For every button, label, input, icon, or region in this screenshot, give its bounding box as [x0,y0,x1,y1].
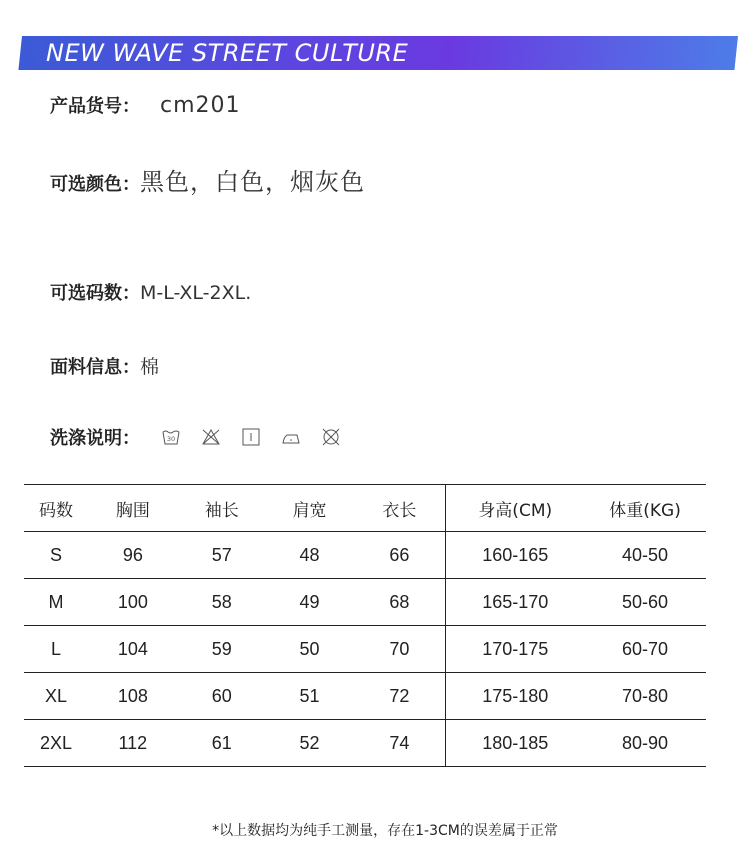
cell-length: 66 [389,544,410,565]
size-options-value: M-L-XL-2XL. [140,282,252,304]
cell-size: M [48,591,64,612]
cell-sleeve: 61 [211,732,232,753]
cell-length: 68 [389,591,410,612]
cell-shoulder: 49 [299,591,320,612]
iron-icon [280,426,302,448]
header-sleeve: 袖长 [204,500,239,521]
cell-weight: 60-70 [622,638,669,659]
cell-size: XL [44,685,67,706]
cell-weight: 70-80 [622,685,669,706]
wash-icons [160,426,342,448]
cell-weight: 80-90 [622,732,669,753]
product-code-label: 产品货号： [50,96,140,117]
wash-instructions-label: 洗涤说明： [50,428,140,449]
header-shoulder: 肩宽 [292,500,327,521]
cell-chest: 112 [118,732,148,753]
cell-length: 72 [389,685,410,706]
cell-length: 74 [389,732,410,753]
cell-height: 160-165 [446,532,584,579]
table-row [24,720,706,767]
cell-size: L [50,638,61,659]
size-options-label: 可选码数： [50,283,140,304]
cell-shoulder: 50 [299,638,320,659]
tumble-dry-icon [240,426,262,448]
svg-text:30: 30 [166,435,176,443]
product-code-row [50,92,241,118]
cell-size: 2XL [39,732,72,753]
cell-chest: 104 [117,638,148,659]
cell-sleeve: 59 [211,638,232,659]
cell-shoulder: 52 [299,732,320,753]
size-chart-table [24,484,706,767]
table-header-row [24,485,706,532]
fabric-info-label: 面料信息： [50,357,140,378]
cell-weight: 40-50 [622,544,669,565]
cell-sleeve: 57 [211,544,232,565]
cell-height: 170-175 [446,626,584,673]
header-weight: 体重(KG) [609,500,681,521]
cell-chest: 100 [117,591,148,612]
color-options-row [50,162,365,197]
cell-sleeve: 58 [211,591,232,612]
no-bleach-icon [200,426,222,448]
fabric-info-row [50,352,159,379]
measurement-footnote: *以上数据均为纯手工测量，存在1-3CM的误差属于正常 [212,823,558,839]
cell-shoulder: 48 [299,544,320,565]
header-chest: 胸围 [115,500,150,521]
cell-chest: 96 [122,544,143,565]
cell-size: S [49,544,62,565]
cell-height: 165-170 [446,579,584,626]
fabric-info-value: 棉 [140,356,160,378]
cell-chest: 108 [117,685,148,706]
cell-height: 180-185 [446,720,584,767]
wash-30-icon [160,426,182,448]
cell-shoulder: 51 [299,685,320,706]
no-dry-clean-icon [320,426,342,448]
table-row [24,532,706,579]
cell-sleeve: 60 [211,685,232,706]
table-row [24,579,706,626]
cell-weight: 50-60 [622,591,669,612]
size-options-row [50,279,251,305]
cell-length: 70 [389,638,410,659]
color-options-value: 黑色，白色，烟灰色 [140,168,365,196]
color-options-label: 可选颜色： [50,174,140,195]
product-code-value: cm201 [160,93,241,118]
table-row [24,626,706,673]
header-length: 衣长 [382,500,417,521]
header-size: 码数 [38,500,73,521]
cell-height: 175-180 [446,673,584,720]
banner-title: NEW WAVE STREET CULTURE [46,39,409,67]
wash-instructions-row [50,424,140,450]
table-row [24,673,706,720]
header-height: 身高(CM) [446,485,584,532]
